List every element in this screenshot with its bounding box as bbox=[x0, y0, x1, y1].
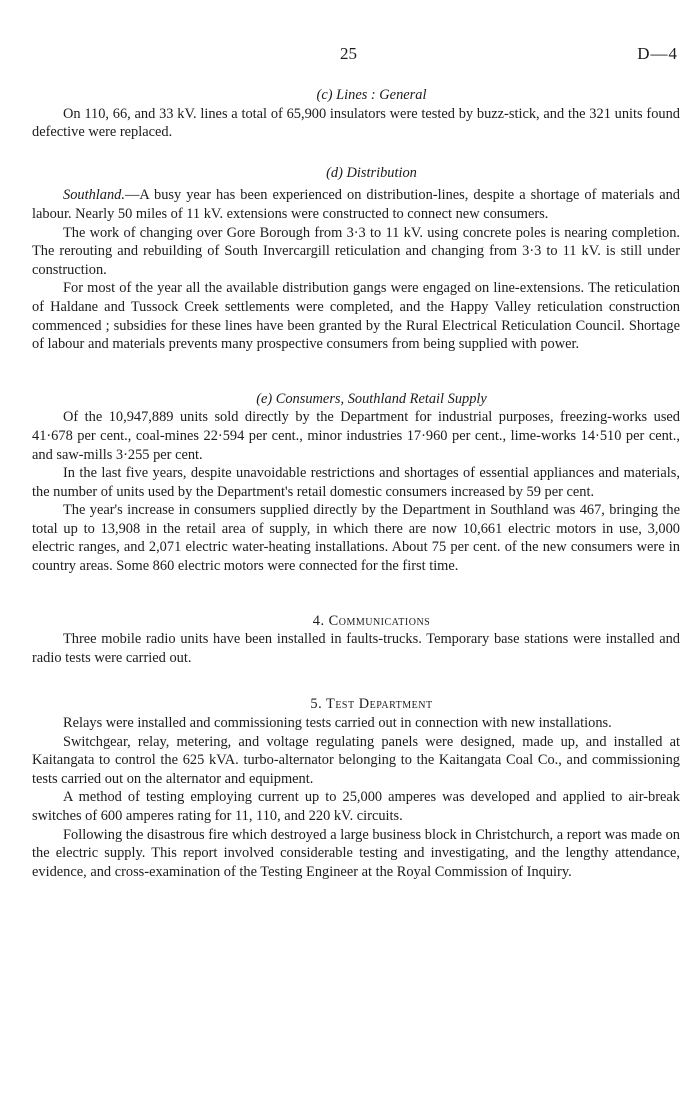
paragraph: For most of the year all the available distribution gangs were engaged on line-extensions. The reticulation of Haldane and Tussock Creek settlements were completed, and the Happy Valley reticulation construction commenced ; subsidies for these lines have been granted by the Rural Electrical Reticulation Council. Shortage of labour and materials prevents many prospective consumers from being supplied with power. bbox=[32, 280, 680, 353]
section-test-department bbox=[32, 695, 680, 881]
paragraph: Following the disastrous fire which destroyed a large business block in Christchurch, a report was made on the electric supply. This report involved considerable testing and investigating, and the lengthy attendance, evidence, and cross-examination of the Testing Engineer at the Royal Commission of Inquiry. bbox=[32, 826, 680, 880]
section-heading-consumers: (e) Consumers, Southland Retail Supply bbox=[256, 390, 487, 407]
page-number: 25 bbox=[340, 44, 357, 63]
paragraph: A method of testing employing current up to 25,000 amperes was developed and applied to air-break switches of 600 amperes rating for 11, 110, and 220 kV. circuits. bbox=[32, 789, 680, 824]
section-communications bbox=[32, 612, 680, 668]
paragraph: Switchgear, relay, metering, and voltage regulating panels were designed, made up, and installed at Kaitangata to control the 625 kVA. turbo-alternator belonging to the Kaitangata Coal Co., and commissioning tests carried out on the alternator and equipment. bbox=[32, 733, 680, 787]
section-lines-general bbox=[32, 86, 680, 142]
paragraph bbox=[32, 186, 680, 223]
page-body bbox=[32, 86, 680, 881]
paragraph-lead: Southland. bbox=[63, 187, 125, 204]
paragraph: Of the 10,947,889 units sold directly by the Department for industrial purposes, freezing-works used 41·678 per cent., coal-mines 22·594 per cent., minor industries 17·960 per cent., lime-works 14·510 per cent., and saw-mills 3·255 per cent. bbox=[32, 409, 680, 463]
section-heading-test-department: 5. Test Department bbox=[310, 696, 433, 713]
section-consumers bbox=[32, 390, 680, 576]
section-heading-lines: (c) Lines : General bbox=[316, 87, 427, 103]
paragraph: The work of changing over Gore Borough from 3·3 to 11 kV. using concrete poles is nearing completion. The rerouting and rebuilding of South Invercargill reticulation and changing from 3·3 to 11 kV. is still under construction. bbox=[32, 224, 680, 278]
page-header bbox=[0, 44, 700, 66]
paragraph: The year's increase in consumers supplied directly by the Department in Southland was 467, bringing the total up to 13,908 in the retail area of supply, in which there are now 10,661 electric motors in use, 3,000 electric ranges, and 2,071 electric water-heating installations. About 75 per cent. of the new consumers were in country areas. Some 860 electric motors were connected for the first time. bbox=[32, 502, 680, 575]
paragraph: Relays were installed and commissioning tests carried out in connection with new installations. bbox=[63, 715, 612, 732]
document-reference: D—4 bbox=[637, 44, 678, 63]
section-distribution bbox=[32, 164, 680, 354]
paragraph: In the last five years, despite unavoidable restrictions and shortages of essential appliances and materials, the number of units used by the Department's retail domestic consumers increased by 59 per cent. bbox=[32, 465, 680, 500]
paragraph: Three mobile radio units have been installed in faults-trucks. Temporary base stations were installed and radio tests were carried out. bbox=[32, 631, 680, 666]
paragraph: On 110, 66, and 33 kV. lines a total of 65,900 insulators were tested by buzz-stick, and the 321 units found defective were replaced. bbox=[32, 105, 680, 141]
paragraph-text: —A busy year has been experienced on distribution-lines, despite a shortage of materials and labour. Nearly 50 miles of 11 kV. extensions were constructed to connect new consumers. bbox=[32, 187, 680, 222]
section-heading-distribution: (d) Distribution bbox=[326, 164, 417, 181]
section-heading-communications: 4. Communications bbox=[312, 612, 431, 629]
